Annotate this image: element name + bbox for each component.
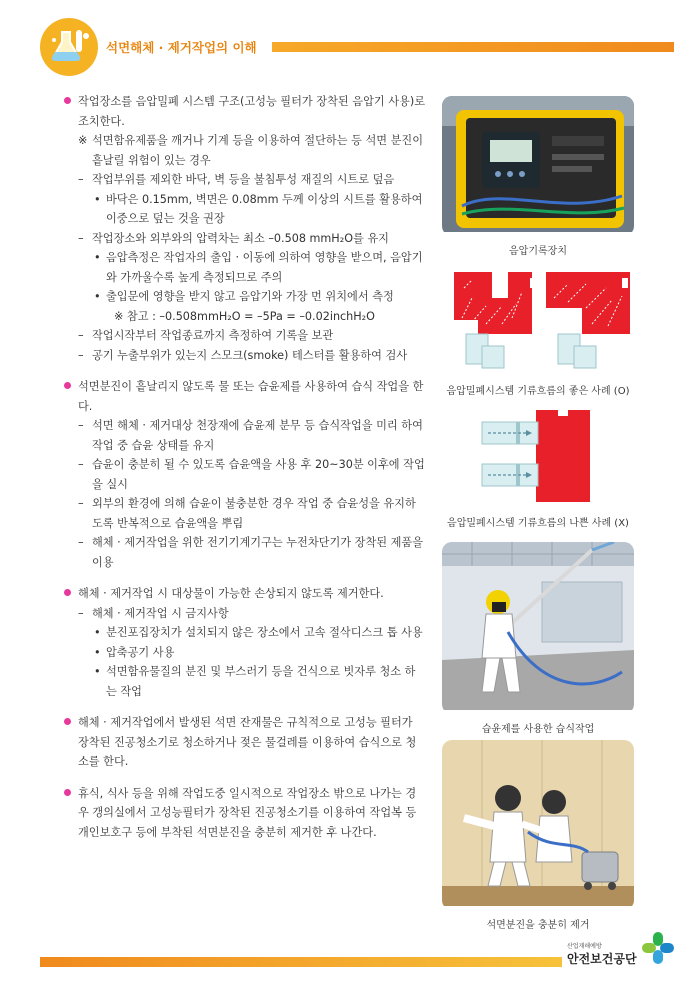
section-cleaning: [64, 713, 426, 772]
sub-item: – 작업부위를 제외한 바닥, 벽 등을 불침투성 재질의 시트로 덮음: [78, 170, 426, 190]
section-removal: [64, 584, 426, 701]
bullet-icon: [64, 382, 71, 389]
page-header: [40, 18, 680, 78]
dot-item-text: 분진포집장치가 설치되지 않은 장소에서 고속 절삭디스크 톱 사용: [106, 626, 423, 639]
section-text: 작업장소를 음압밀폐 시스템 구조(고성능 필터가 장착된 음압기 사용)로 조치한다.: [78, 95, 426, 128]
sub-item: – 외부의 환경에 의해 습윤이 불충분한 경우 작업 중 습윤성을 유지하도록 반복적으로 습윤액을 뿌림: [78, 494, 426, 533]
footer-org-tagline: 산업재해예방: [567, 943, 602, 950]
note-text: 석면함유제품을 깨거나 기계 등을 이용하여 절단하는 등 석면 분진이 흩날릴 위험이 있는 경우: [92, 134, 424, 167]
sub-item-text: 작업장소와 외부와의 압력차는 최소 –0.508 mmH₂O를 유지: [92, 231, 389, 245]
dot-item-text: 출입문에 영향을 받지 않고 음압기와 가장 먼 위치에서 측정: [106, 290, 394, 303]
note-mark: ※: [78, 134, 88, 147]
sub-item-text: 습윤이 충분히 될 수 있도록 습윤액을 사용 후 20~30분 이후에 작업을 실시: [92, 458, 425, 491]
sub-item: – 공기 누출부위가 있는지 스모크(smoke) 테스터를 활용하여 검사: [78, 346, 426, 366]
figure-pressure-recorder: [442, 96, 634, 257]
section-negative-pressure: [64, 92, 426, 365]
caption-bad-airflow: 음압밀폐시스템 기류흐름의 나쁜 사례 (X): [447, 518, 629, 529]
caption-dust-removal: 석면분진을 충분히 제거: [486, 920, 590, 931]
dot-item-text: 압축공기 사용: [106, 645, 175, 659]
section-text: 해체 · 제거작업 시 대상물이 가능한 손상되지 않도록 제거한다.: [78, 587, 384, 600]
sub-item: – 해체 · 제거작업을 위한 전기기계기구는 누전차단기가 장착된 제품을 이용: [78, 533, 426, 572]
sub-item-text: 석면 해체 · 제거대상 천장재에 습윤제 분무 등 습식작업을 미리 하여 작업 중 습윤 상태를 유지: [92, 419, 423, 452]
bullet-icon: [64, 718, 71, 725]
sub-item: – 해체 · 제거작업 시 금지사항: [78, 604, 426, 624]
lab-flask-icon: [40, 18, 98, 76]
wet-work-illustration: [442, 542, 634, 714]
reference-note: ※ 참고 : –0.508mmH₂O = –5Pa = –0.02inchH₂O: [114, 309, 375, 323]
bullet-icon: [64, 789, 71, 796]
dot-item-text: 음압측정은 작업자의 출입 · 이동에 의하여 영향을 받으며, 음압기와 가까울수록 높게 측정되므로 주의: [106, 251, 423, 284]
sub-item-text: 외부의 환경에 의해 습윤이 불충분한 경우 작업 중 습윤성을 유지하도록 반복적으로 습윤액을 뿌림: [92, 497, 416, 530]
sub-item-text: 작업시작부터 작업종료까지 측정하여 기록을 보관: [92, 329, 334, 342]
header-divider: [272, 42, 674, 52]
dot-item: • 음압측정은 작업자의 출입 · 이동에 의하여 영향을 받으며, 음압기와 가까울수록 높게 측정되므로 주의: [94, 248, 426, 287]
caption-good-airflow: 음압밀폐시스템 기류흐름의 좋은 사례 (O): [446, 386, 630, 397]
dot-item: • 출입문에 영향을 받지 않고 음압기와 가장 먼 위치에서 측정: [94, 287, 426, 307]
dot-item-text: 바닥은 0.15mm, 벽면은 0.08mm 두께 이상의 시트를 활용하여 이중으로 덮는 것을 권장: [106, 192, 423, 225]
section-text: 휴식, 식사 등을 위해 작업도중 일시적으로 작업장소 밖으로 나가는 경우 갱의실에서 고성능필터가 장착된 진공청소기를 이용하여 작업복 등 개인보호구 등에 부착된 석면분진을 충분히 제거한 후 나간다.: [78, 786, 417, 839]
footer-divider: [40, 957, 562, 967]
sub-item: – 작업장소와 외부와의 압력차는 최소 –0.508 mmH₂O를 유지: [78, 229, 426, 249]
dot-item: • 석면함유물질의 분진 및 부스러기 등을 건식으로 빗자루 청소 하는 작업: [94, 662, 426, 701]
figure-good-airflow: [442, 268, 634, 397]
page-title: 석면해체 · 제거작업의 이해: [106, 40, 257, 55]
dot-item-text: 석면함유물질의 분진 및 부스러기 등을 건식으로 빗자루 청소 하는 작업: [106, 665, 416, 698]
airflow-bad-diagram: [442, 408, 634, 504]
figure-wet-work: [442, 542, 634, 735]
sub-item-text: 해체 · 제거작업 시 금지사항: [92, 606, 229, 620]
dot-item: • 분진포집장치가 설치되지 않은 장소에서 고속 절삭디스크 톱 사용: [94, 623, 426, 643]
sub-item: – 석면 해체 · 제거대상 천장재에 습윤제 분무 등 습식작업을 미리 하여 작업 중 습윤 상태를 유지: [78, 416, 426, 455]
bullet-icon: [64, 97, 71, 104]
dot-item: • 바닥은 0.15mm, 벽면은 0.08mm 두께 이상의 시트를 활용하여 이중으로 덮는 것을 권장: [94, 190, 426, 229]
caption-pressure-recorder: 음압기록장치: [509, 246, 567, 257]
figure-dust-removal: [442, 740, 634, 931]
sub-item: – 작업시작부터 작업종료까지 측정하여 기록을 보관: [78, 326, 426, 346]
sub-item-text: 작업부위를 제외한 바닥, 벽 등을 불침투성 재질의 시트로 덮음: [92, 173, 395, 186]
section-note: [78, 131, 426, 170]
section-wet-work: [64, 377, 426, 572]
airflow-good-diagram: [442, 268, 634, 372]
figure-bad-airflow: [442, 408, 634, 529]
sub-item-text: 공기 누출부위가 있는지 스모크(smoke) 테스터를 활용하여 검사: [92, 348, 408, 362]
main-content: [64, 92, 426, 854]
section-break: [64, 784, 426, 843]
footer-org-name: 안전보건공단: [567, 952, 637, 966]
pressure-recorder-photo: [442, 96, 634, 236]
sub-item-text: 해체 · 제거작업을 위한 전기기계기구는 누전차단기가 장착된 제품을 이용: [92, 536, 424, 569]
bullet-icon: [64, 589, 71, 596]
section-text: 석면분진이 흩날리지 않도록 물 또는 습윤제를 사용하여 습식 작업을 한다.: [78, 380, 424, 413]
sub-item: – 습윤이 충분히 될 수 있도록 습윤액을 사용 후 20~30분 이후에 작업을 실시: [78, 455, 426, 494]
kosha-cross-icon: [640, 930, 676, 966]
dust-removal-illustration: [442, 740, 634, 910]
dot-item: • 압축공기 사용: [94, 643, 426, 663]
section-text: 해체 · 제거작업에서 발생된 석면 잔재물은 규칙적으로 고성능 필터가 장착된 진공청소기로 청소하거나 젖은 물걸레를 이용하여 습식으로 청소를 한다.: [78, 716, 417, 768]
caption-wet-work: 습윤제를 사용한 습식작업: [481, 724, 595, 735]
